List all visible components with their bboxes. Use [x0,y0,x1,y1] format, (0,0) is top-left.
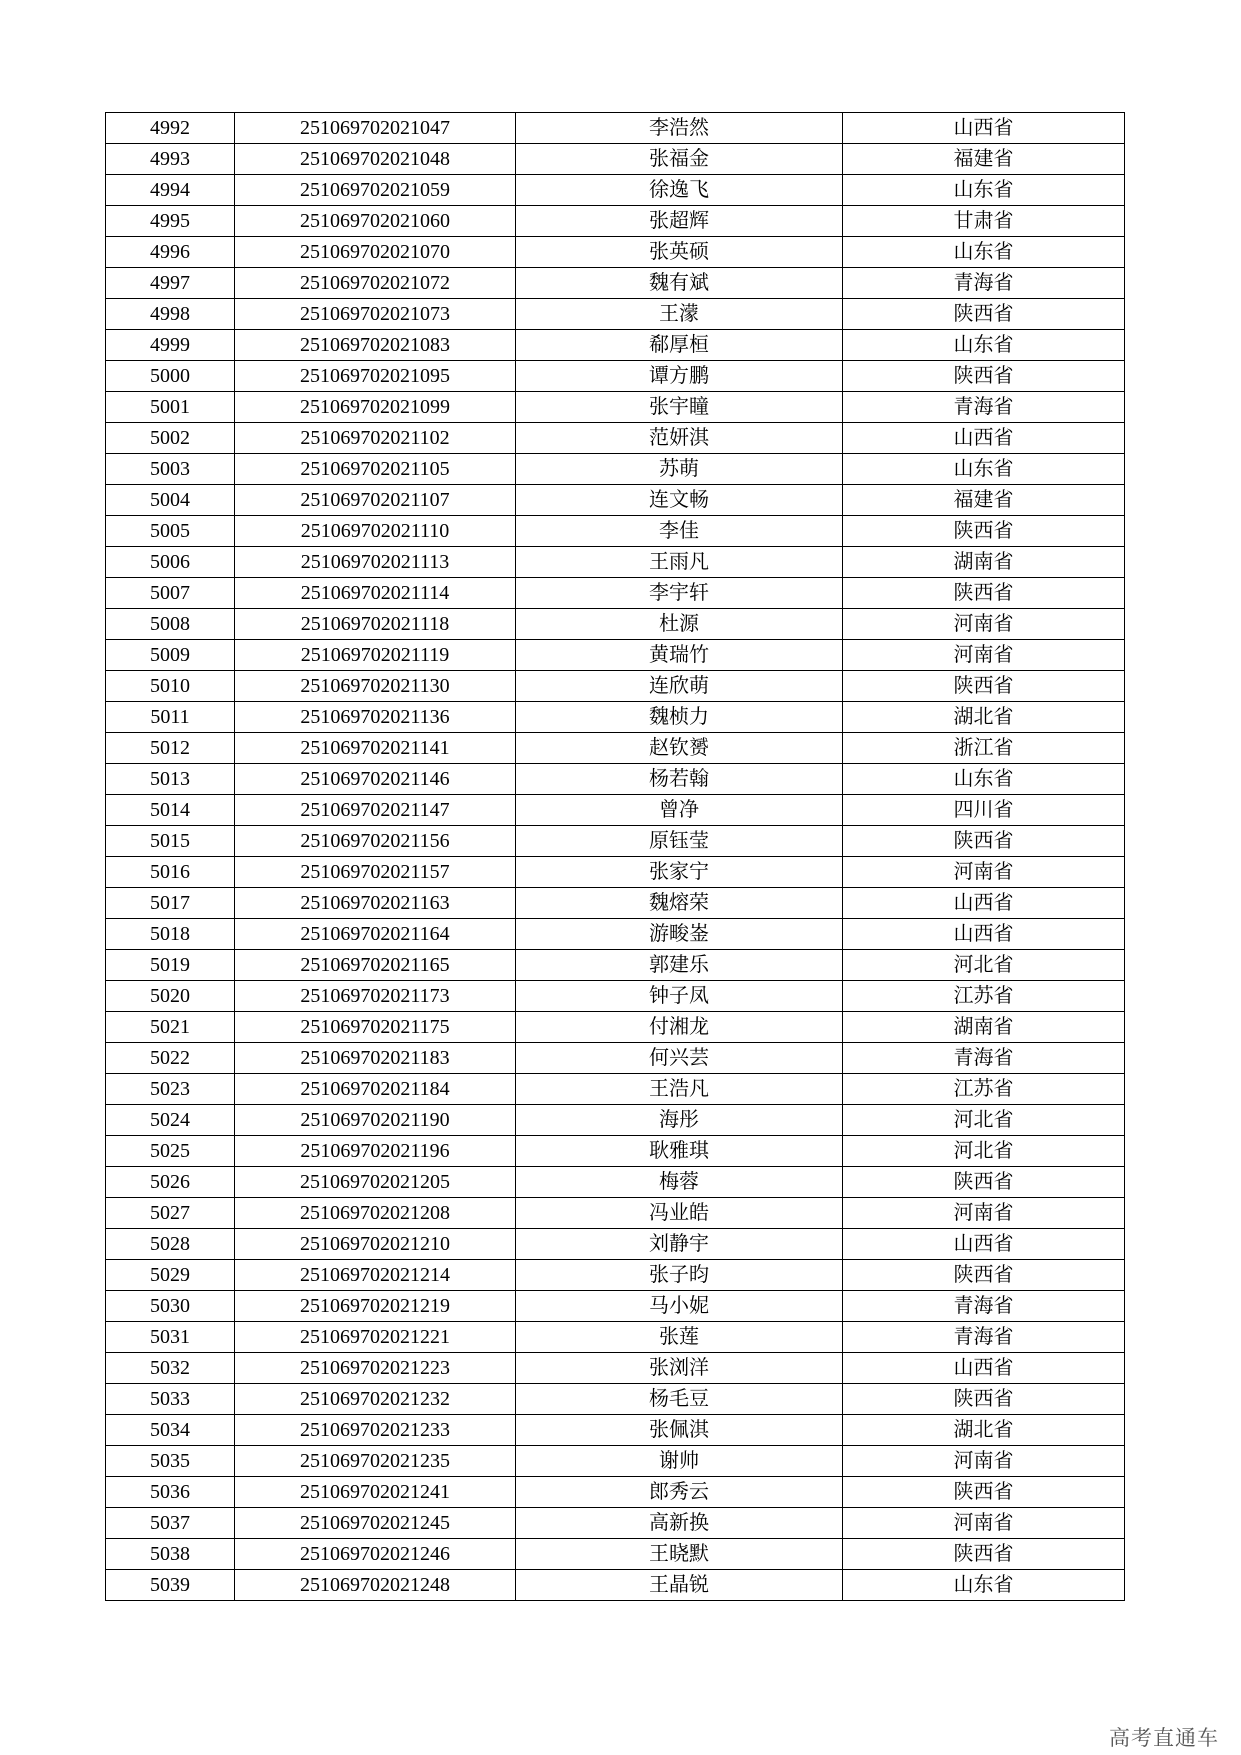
province: 陕西省 [843,1477,1125,1508]
province: 河南省 [843,1198,1125,1229]
province: 青海省 [843,1322,1125,1353]
row-number: 5006 [106,547,235,578]
row-number: 4997 [106,268,235,299]
student-name: 徐逸飞 [516,175,843,206]
row-number: 5015 [106,826,235,857]
student-name: 张浏洋 [516,1353,843,1384]
row-number: 5014 [106,795,235,826]
province: 福建省 [843,144,1125,175]
table-row [106,1539,1125,1570]
row-number: 5001 [106,392,235,423]
table-row [106,764,1125,795]
row-number: 4998 [106,299,235,330]
row-number: 5033 [106,1384,235,1415]
province: 山西省 [843,1353,1125,1384]
table-row [106,1260,1125,1291]
table-row [106,516,1125,547]
student-id: 251069702021190 [235,1105,516,1136]
student-id: 251069702021183 [235,1043,516,1074]
table-row [106,454,1125,485]
student-id: 251069702021184 [235,1074,516,1105]
table-row [106,1415,1125,1446]
table-row [106,1477,1125,1508]
student-id: 251069702021241 [235,1477,516,1508]
table-row [106,671,1125,702]
table-row [106,423,1125,454]
row-number: 5020 [106,981,235,1012]
student-name: 耿雅琪 [516,1136,843,1167]
province: 青海省 [843,268,1125,299]
table-row [106,485,1125,516]
roster-body [106,113,1125,1601]
province: 四川省 [843,795,1125,826]
province: 湖南省 [843,1012,1125,1043]
student-id: 251069702021105 [235,454,516,485]
table-row [106,1229,1125,1260]
table-row [106,1105,1125,1136]
province: 山西省 [843,1229,1125,1260]
row-number: 5019 [106,950,235,981]
student-id: 251069702021223 [235,1353,516,1384]
province: 陕西省 [843,1260,1125,1291]
province: 江苏省 [843,981,1125,1012]
province: 山东省 [843,175,1125,206]
student-id: 251069702021210 [235,1229,516,1260]
table-row [106,640,1125,671]
table-row [106,1322,1125,1353]
table-row [106,702,1125,733]
student-name: 魏桢力 [516,702,843,733]
province: 湖南省 [843,547,1125,578]
table-row [106,175,1125,206]
student-id: 251069702021214 [235,1260,516,1291]
row-number: 5008 [106,609,235,640]
row-number: 5010 [106,671,235,702]
province: 山西省 [843,919,1125,950]
province: 青海省 [843,1291,1125,1322]
table-row [106,1043,1125,1074]
student-name: 刘静宇 [516,1229,843,1260]
row-number: 5032 [106,1353,235,1384]
province: 河南省 [843,1508,1125,1539]
province: 江苏省 [843,1074,1125,1105]
student-id: 251069702021114 [235,578,516,609]
row-number: 5035 [106,1446,235,1477]
student-name: 张福金 [516,144,843,175]
table-row [106,1012,1125,1043]
row-number: 5000 [106,361,235,392]
table-row [106,268,1125,299]
province: 陕西省 [843,516,1125,547]
student-id: 251069702021095 [235,361,516,392]
student-name: 王浩凡 [516,1074,843,1105]
student-name: 谢帅 [516,1446,843,1477]
table-row [106,1136,1125,1167]
student-name: 王雨凡 [516,547,843,578]
row-number: 5002 [106,423,235,454]
student-id: 251069702021136 [235,702,516,733]
table-row [106,981,1125,1012]
student-id: 251069702021164 [235,919,516,950]
table-row [106,826,1125,857]
student-id: 251069702021070 [235,237,516,268]
student-id: 251069702021219 [235,1291,516,1322]
row-number: 4999 [106,330,235,361]
table-row [106,1198,1125,1229]
row-number: 5029 [106,1260,235,1291]
student-name: 王晓默 [516,1539,843,1570]
student-id: 251069702021157 [235,857,516,888]
student-id: 251069702021221 [235,1322,516,1353]
table-row [106,733,1125,764]
student-id: 251069702021130 [235,671,516,702]
student-id: 251069702021196 [235,1136,516,1167]
province: 陕西省 [843,578,1125,609]
province: 河南省 [843,1446,1125,1477]
province: 山西省 [843,423,1125,454]
row-number: 5022 [106,1043,235,1074]
student-name: 梅蓉 [516,1167,843,1198]
province: 青海省 [843,1043,1125,1074]
row-number: 5011 [106,702,235,733]
row-number: 5016 [106,857,235,888]
student-name: 马小妮 [516,1291,843,1322]
table-row [106,1384,1125,1415]
student-id: 251069702021156 [235,826,516,857]
roster-table [105,112,1125,1601]
table-row [106,330,1125,361]
province: 河北省 [843,1136,1125,1167]
table-row [106,795,1125,826]
row-number: 4993 [106,144,235,175]
province: 河北省 [843,950,1125,981]
row-number: 5031 [106,1322,235,1353]
province: 陕西省 [843,671,1125,702]
province: 青海省 [843,392,1125,423]
student-id: 251069702021099 [235,392,516,423]
student-id: 251069702021141 [235,733,516,764]
table-row [106,206,1125,237]
table-row [106,1291,1125,1322]
row-number: 4992 [106,113,235,144]
student-name: 高新换 [516,1508,843,1539]
row-number: 5027 [106,1198,235,1229]
row-number: 5025 [106,1136,235,1167]
row-number: 5003 [106,454,235,485]
student-id: 251069702021233 [235,1415,516,1446]
student-name: 李佳 [516,516,843,547]
student-id: 251069702021073 [235,299,516,330]
student-id: 251069702021060 [235,206,516,237]
province: 山东省 [843,1570,1125,1601]
row-number: 5007 [106,578,235,609]
table-row [106,361,1125,392]
student-id: 251069702021083 [235,330,516,361]
table-row [106,392,1125,423]
student-id: 251069702021048 [235,144,516,175]
province: 河南省 [843,609,1125,640]
student-id: 251069702021208 [235,1198,516,1229]
student-name: 张英硕 [516,237,843,268]
province: 河南省 [843,857,1125,888]
table-row [106,609,1125,640]
row-number: 4994 [106,175,235,206]
row-number: 5023 [106,1074,235,1105]
province: 河南省 [843,640,1125,671]
row-number: 5038 [106,1539,235,1570]
row-number: 4996 [106,237,235,268]
table-row [106,547,1125,578]
student-name: 王晶锐 [516,1570,843,1601]
province: 湖北省 [843,1415,1125,1446]
row-number: 5026 [106,1167,235,1198]
row-number: 5013 [106,764,235,795]
table-row [106,237,1125,268]
province: 山东省 [843,237,1125,268]
student-name: 张莲 [516,1322,843,1353]
student-name: 郎秀云 [516,1477,843,1508]
table-row [106,919,1125,950]
table-row [106,950,1125,981]
student-name: 黄瑞竹 [516,640,843,671]
student-id: 251069702021235 [235,1446,516,1477]
student-name: 张宇瞳 [516,392,843,423]
province: 河北省 [843,1105,1125,1136]
row-number: 5036 [106,1477,235,1508]
student-name: 张子昀 [516,1260,843,1291]
row-number: 5005 [106,516,235,547]
row-number: 5012 [106,733,235,764]
student-id: 251069702021246 [235,1539,516,1570]
table-row [106,299,1125,330]
student-name: 赵钦赟 [516,733,843,764]
student-name: 杨若翰 [516,764,843,795]
student-id: 251069702021059 [235,175,516,206]
province: 山东省 [843,764,1125,795]
province: 陕西省 [843,299,1125,330]
table-row [106,1446,1125,1477]
row-number: 5017 [106,888,235,919]
student-id: 251069702021072 [235,268,516,299]
student-name: 魏有斌 [516,268,843,299]
student-name: 张佩淇 [516,1415,843,1446]
student-id: 251069702021147 [235,795,516,826]
student-name: 连文畅 [516,485,843,516]
row-number: 5018 [106,919,235,950]
table-row [106,1074,1125,1105]
province: 湖北省 [843,702,1125,733]
table-row [106,144,1125,175]
student-name: 苏萌 [516,454,843,485]
student-name: 原钰莹 [516,826,843,857]
student-name: 范妍淇 [516,423,843,454]
student-id: 251069702021113 [235,547,516,578]
student-id: 251069702021232 [235,1384,516,1415]
row-number: 4995 [106,206,235,237]
student-name: 曾净 [516,795,843,826]
watermark: 高考直通车 [1109,1726,1219,1750]
row-number: 5009 [106,640,235,671]
row-number: 5004 [106,485,235,516]
province: 浙江省 [843,733,1125,764]
student-name: 连欣萌 [516,671,843,702]
province: 山东省 [843,454,1125,485]
student-name: 付湘龙 [516,1012,843,1043]
row-number: 5028 [106,1229,235,1260]
row-number: 5021 [106,1012,235,1043]
student-name: 郗厚桓 [516,330,843,361]
student-name: 游畯崟 [516,919,843,950]
province: 福建省 [843,485,1125,516]
student-id: 251069702021163 [235,888,516,919]
student-id: 251069702021175 [235,1012,516,1043]
student-name: 冯业皓 [516,1198,843,1229]
student-name: 何兴芸 [516,1043,843,1074]
student-id: 251069702021119 [235,640,516,671]
student-name: 张家宁 [516,857,843,888]
province: 山西省 [843,888,1125,919]
row-number: 5030 [106,1291,235,1322]
table-row [106,1353,1125,1384]
student-id: 251069702021146 [235,764,516,795]
student-name: 杨毛豆 [516,1384,843,1415]
student-id: 251069702021165 [235,950,516,981]
student-name: 海彤 [516,1105,843,1136]
student-name: 郭建乐 [516,950,843,981]
student-id: 251069702021110 [235,516,516,547]
student-id: 251069702021205 [235,1167,516,1198]
row-number: 5024 [106,1105,235,1136]
province: 山西省 [843,113,1125,144]
province: 陕西省 [843,1167,1125,1198]
province: 陕西省 [843,361,1125,392]
province: 甘肃省 [843,206,1125,237]
student-name: 李浩然 [516,113,843,144]
student-name: 王濛 [516,299,843,330]
table-row [106,1570,1125,1601]
province: 陕西省 [843,1539,1125,1570]
student-name: 杜源 [516,609,843,640]
table-row [106,888,1125,919]
table-row [106,578,1125,609]
table-row [106,113,1125,144]
province: 山东省 [843,330,1125,361]
row-number: 5037 [106,1508,235,1539]
table-row [106,1508,1125,1539]
student-name: 谭方鹏 [516,361,843,392]
student-name: 李宇轩 [516,578,843,609]
province: 陕西省 [843,826,1125,857]
row-number: 5034 [106,1415,235,1446]
student-id: 251069702021245 [235,1508,516,1539]
province: 陕西省 [843,1384,1125,1415]
student-name: 魏熔荣 [516,888,843,919]
student-id: 251069702021173 [235,981,516,1012]
table-row [106,1167,1125,1198]
student-id: 251069702021102 [235,423,516,454]
student-id: 251069702021107 [235,485,516,516]
student-id: 251069702021118 [235,609,516,640]
student-id: 251069702021047 [235,113,516,144]
student-id: 251069702021248 [235,1570,516,1601]
student-name: 张超辉 [516,206,843,237]
table-row [106,857,1125,888]
student-name: 钟子凤 [516,981,843,1012]
row-number: 5039 [106,1570,235,1601]
